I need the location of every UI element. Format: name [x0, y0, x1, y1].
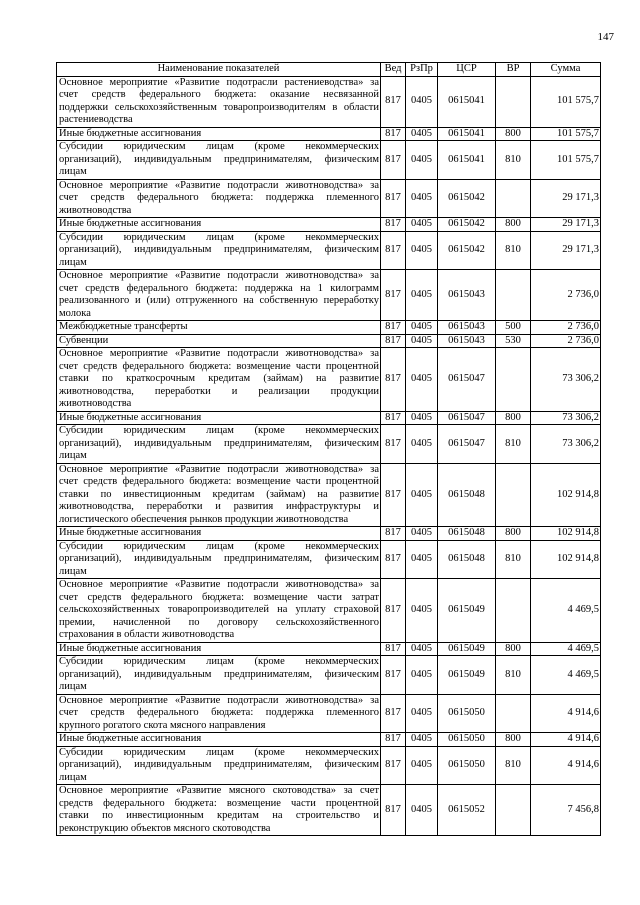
indicator-name-line: животноводства	[59, 398, 132, 409]
table-row	[57, 694, 601, 733]
indicator-name-line: организаций), индивидуальным предпринимателям, физическим	[59, 437, 379, 449]
expense-type-cell	[496, 579, 531, 643]
expense-type-cell	[496, 179, 531, 218]
amount-cell: 2 736,0	[531, 321, 601, 335]
indicator-name-line: счет средств федерального бюджета: поддержка племенного	[59, 707, 379, 718]
table-row	[57, 463, 601, 527]
indicator-name-cell	[57, 785, 381, 836]
table-row	[57, 76, 601, 127]
indicator-name-cell	[57, 540, 381, 579]
indicator-name-line: Иные бюджетные ассигнования	[59, 527, 202, 538]
target-article-cell: 0615047	[438, 411, 496, 425]
expense-type-cell: 810	[496, 141, 531, 180]
budget-table	[56, 62, 601, 836]
indicator-name-cell	[57, 746, 381, 785]
ved-code-cell: 817	[381, 642, 406, 656]
table-row	[57, 425, 601, 464]
ved-code-cell: 817	[381, 179, 406, 218]
table-row	[57, 527, 601, 541]
section-code-cell: 0405	[406, 656, 438, 695]
indicator-name-line: животноводства, переработки и реализации продукции	[59, 385, 379, 397]
target-article-cell: 0615048	[438, 540, 496, 579]
ved-code-cell: 817	[381, 141, 406, 180]
ved-code-cell: 817	[381, 270, 406, 321]
indicator-name-cell	[57, 425, 381, 464]
ved-code-cell: 817	[381, 656, 406, 695]
expense-type-cell	[496, 785, 531, 836]
indicator-name-line: сельскохозяйственных товаропроизводителей на уплату страховой	[59, 604, 379, 615]
indicator-name-line: лицам	[59, 166, 87, 177]
section-code-cell: 0405	[406, 231, 438, 270]
header-sum: Сумма	[531, 63, 601, 77]
indicator-name-line: Основное мероприятие «Развитие подотрасли животноводства» за	[59, 579, 379, 590]
ved-code-cell: 817	[381, 411, 406, 425]
amount-cell: 102 914,8	[531, 540, 601, 579]
indicator-name-line: премии, начисленной по договору сельскохозяйственного	[59, 616, 379, 628]
indicator-name-line: молока	[59, 307, 91, 319]
amount-cell: 102 914,8	[531, 463, 601, 527]
expense-type-cell	[496, 76, 531, 127]
indicator-name-line: животноводства	[59, 204, 132, 216]
indicator-name-line: Субсидии юридическим лицам (кроме некоммерческих	[59, 141, 379, 152]
target-article-cell: 0615041	[438, 76, 496, 127]
header-indicator-name: Наименование показателей	[57, 63, 381, 77]
target-article-cell: 0615043	[438, 270, 496, 321]
indicator-name-cell	[57, 656, 381, 695]
indicator-name-line: счет средств федерального бюджета: оказание несвязанной	[59, 89, 379, 100]
indicator-name-cell	[57, 321, 381, 335]
indicator-name-cell	[57, 179, 381, 218]
indicator-name-cell	[57, 579, 381, 643]
target-article-cell: 0615042	[438, 218, 496, 232]
indicator-name-line: Межбюджетные трансферты	[59, 321, 188, 332]
indicator-name-cell	[57, 463, 381, 527]
table-row	[57, 642, 601, 656]
target-article-cell: 0615042	[438, 179, 496, 218]
indicator-name-line: ставки по инвестиционным кредитам (займам) на развитие	[59, 488, 379, 500]
ved-code-cell: 817	[381, 785, 406, 836]
section-code-cell: 0405	[406, 527, 438, 541]
target-article-cell: 0615047	[438, 348, 496, 412]
indicator-name-line: Субсидии юридическим лицам (кроме некоммерческих	[59, 746, 379, 758]
indicator-name-cell	[57, 76, 381, 127]
indicator-name-cell	[57, 231, 381, 270]
amount-cell: 73 306,2	[531, 348, 601, 412]
expense-type-cell: 810	[496, 425, 531, 464]
indicator-name-line: Субсидии юридическим лицам (кроме некоммерческих	[59, 425, 379, 436]
target-article-cell: 0615043	[438, 321, 496, 335]
indicator-name-line: Основное мероприятие «Развитие подотрасли животноводства» за	[59, 348, 379, 359]
expense-type-cell	[496, 694, 531, 733]
amount-cell: 4 914,6	[531, 694, 601, 733]
amount-cell: 4 914,6	[531, 746, 601, 785]
target-article-cell: 0615049	[438, 642, 496, 656]
indicator-name-cell	[57, 127, 381, 141]
amount-cell: 4 469,5	[531, 642, 601, 656]
indicator-name-line: Иные бюджетные ассигнования	[59, 733, 202, 744]
expense-type-cell: 800	[496, 527, 531, 541]
indicator-name-line: реконструкцию объектов мясного скотоводства	[59, 822, 271, 834]
amount-cell: 101 575,7	[531, 76, 601, 127]
section-code-cell: 0405	[406, 141, 438, 180]
indicator-name-line: лицам	[59, 681, 87, 692]
section-code-cell: 0405	[406, 411, 438, 425]
section-code-cell: 0405	[406, 425, 438, 464]
expense-type-cell: 810	[496, 231, 531, 270]
table-row	[57, 334, 601, 348]
target-article-cell: 0615041	[438, 127, 496, 141]
section-code-cell: 0405	[406, 579, 438, 643]
amount-cell: 4 469,5	[531, 579, 601, 643]
indicator-name-cell	[57, 218, 381, 232]
indicator-name-line: счет средств федерального бюджета: возмещение части процентной	[59, 476, 379, 487]
amount-cell: 4 914,6	[531, 733, 601, 747]
indicator-name-line: Иные бюджетные ассигнования	[59, 642, 202, 654]
indicator-name-cell	[57, 334, 381, 348]
section-code-cell: 0405	[406, 76, 438, 127]
indicator-name-line: организаций), индивидуальным предпринимателям, физическим	[59, 759, 379, 770]
amount-cell: 7 456,8	[531, 785, 601, 836]
ved-code-cell: 817	[381, 694, 406, 733]
table-row	[57, 141, 601, 180]
page-number: 147	[597, 31, 614, 43]
header-csr: ЦСР	[438, 63, 496, 77]
indicator-name-line: лицам	[59, 771, 87, 783]
target-article-cell: 0615050	[438, 733, 496, 747]
ved-code-cell: 817	[381, 527, 406, 541]
section-code-cell: 0405	[406, 785, 438, 836]
indicator-name-cell	[57, 141, 381, 180]
amount-cell: 2 736,0	[531, 334, 601, 348]
expense-type-cell: 500	[496, 321, 531, 335]
indicator-name-line: Основное мероприятие «Развитие подотрасли животноводства» за	[59, 179, 379, 191]
indicator-name-line: организаций), индивидуальным предпринимателям, физическим	[59, 244, 379, 255]
ved-code-cell: 817	[381, 733, 406, 747]
indicator-name-cell	[57, 411, 381, 425]
table-row	[57, 540, 601, 579]
target-article-cell: 0615049	[438, 656, 496, 695]
table-row	[57, 179, 601, 218]
target-article-cell: 0615043	[438, 334, 496, 348]
target-article-cell: 0615048	[438, 527, 496, 541]
indicator-name-cell	[57, 270, 381, 321]
ved-code-cell: 817	[381, 540, 406, 579]
ved-code-cell: 817	[381, 348, 406, 412]
indicator-name-cell	[57, 694, 381, 733]
target-article-cell: 0615050	[438, 746, 496, 785]
indicator-name-cell	[57, 348, 381, 412]
indicator-name-line: крупного рогатого скота мясного направления	[59, 719, 266, 731]
amount-cell: 2 736,0	[531, 270, 601, 321]
section-code-cell: 0405	[406, 733, 438, 747]
amount-cell: 101 575,7	[531, 127, 601, 141]
indicator-name-line: лицам	[59, 256, 87, 268]
section-code-cell: 0405	[406, 127, 438, 141]
expense-type-cell: 800	[496, 127, 531, 141]
amount-cell: 4 469,5	[531, 656, 601, 695]
target-article-cell: 0615041	[438, 141, 496, 180]
table-row	[57, 746, 601, 785]
indicator-name-line: Субвенции	[59, 334, 109, 346]
indicator-name-line: Основное мероприятие «Развитие подотрасли животноводства» за	[59, 694, 379, 706]
table-row	[57, 656, 601, 695]
indicator-name-line: поддержки сельскохозяйственным товаропроизводителям в области	[59, 101, 379, 113]
table-body	[57, 76, 601, 836]
amount-cell: 29 171,3	[531, 231, 601, 270]
section-code-cell: 0405	[406, 746, 438, 785]
target-article-cell: 0615052	[438, 785, 496, 836]
indicator-name-cell	[57, 642, 381, 656]
indicator-name-line: Субсидии юридическим лицам (кроме некоммерческих	[59, 656, 379, 667]
expense-type-cell: 810	[496, 540, 531, 579]
table-row	[57, 579, 601, 643]
expense-type-cell: 810	[496, 656, 531, 695]
expense-type-cell: 530	[496, 334, 531, 348]
section-code-cell: 0405	[406, 694, 438, 733]
amount-cell: 101 575,7	[531, 141, 601, 180]
section-code-cell: 0405	[406, 270, 438, 321]
table-row	[57, 218, 601, 232]
table-row	[57, 733, 601, 747]
table-row	[57, 785, 601, 836]
table-row	[57, 127, 601, 141]
indicator-name-line: ставки по краткосрочным кредитам (займам) на развитие	[59, 373, 379, 384]
target-article-cell: 0615049	[438, 579, 496, 643]
indicator-name-line: ставки по инвестиционным кредитам на строительство и	[59, 810, 379, 821]
ved-code-cell: 817	[381, 579, 406, 643]
header-ved: Вед	[381, 63, 406, 77]
section-code-cell: 0405	[406, 179, 438, 218]
ved-code-cell: 817	[381, 231, 406, 270]
ved-code-cell: 817	[381, 425, 406, 464]
indicator-name-cell	[57, 733, 381, 747]
indicator-name-line: счет средств федерального бюджета: возмещение части процентной	[59, 360, 379, 372]
indicator-name-line: логистического обеспечения рынков продукции животноводства	[59, 513, 349, 525]
target-article-cell: 0615042	[438, 231, 496, 270]
table-row	[57, 231, 601, 270]
indicator-name-line: организаций), индивидуальным предпринимателям, физическим	[59, 153, 379, 165]
section-code-cell: 0405	[406, 642, 438, 656]
amount-cell: 73 306,2	[531, 411, 601, 425]
indicator-name-line: реализованного и (или) отгруженного на собственную переработку	[59, 295, 379, 306]
indicator-name-line: лицам	[59, 450, 87, 461]
indicator-name-line: Иные бюджетные ассигнования	[59, 411, 202, 423]
indicator-name-line: средств федерального бюджета: возмещение части процентной	[59, 797, 379, 809]
ved-code-cell: 817	[381, 746, 406, 785]
table-row	[57, 411, 601, 425]
ved-code-cell: 817	[381, 321, 406, 335]
ved-code-cell: 817	[381, 334, 406, 348]
expense-type-cell: 800	[496, 218, 531, 232]
indicator-name-line: счет средств федерального бюджета: поддержка племенного	[59, 192, 379, 203]
indicator-name-cell	[57, 527, 381, 541]
amount-cell: 29 171,3	[531, 179, 601, 218]
indicator-name-line: Субсидии юридическим лицам (кроме некоммерческих	[59, 231, 379, 243]
table-row	[57, 348, 601, 412]
header-vr: ВР	[496, 63, 531, 77]
indicator-name-line: страхования в области животноводства	[59, 629, 235, 640]
table-row	[57, 270, 601, 321]
expense-type-cell: 800	[496, 642, 531, 656]
ved-code-cell: 817	[381, 463, 406, 527]
target-article-cell: 0615048	[438, 463, 496, 527]
expense-type-cell: 800	[496, 733, 531, 747]
indicator-name-line: Иные бюджетные ассигнования	[59, 218, 202, 229]
header-rzpr: РзПр	[406, 63, 438, 77]
indicator-name-line: лицам	[59, 565, 87, 577]
indicator-name-line: счет средств федерального бюджета: поддержка на 1 килограмм	[59, 282, 379, 294]
expense-type-cell: 810	[496, 746, 531, 785]
indicator-name-line: организаций), индивидуальным предпринимателям, физическим	[59, 668, 379, 680]
ved-code-cell: 817	[381, 218, 406, 232]
section-code-cell: 0405	[406, 540, 438, 579]
expense-type-cell: 800	[496, 411, 531, 425]
amount-cell: 102 914,8	[531, 527, 601, 541]
amount-cell: 29 171,3	[531, 218, 601, 232]
indicator-name-line: растениеводства	[59, 114, 133, 125]
section-code-cell: 0405	[406, 348, 438, 412]
indicator-name-line: Основное мероприятие «Развитие подотрасли растениеводства» за	[59, 76, 379, 88]
indicator-name-line: Основное мероприятие «Развитие подотрасли животноводства» за	[59, 270, 379, 281]
indicator-name-line: счет средств федерального бюджета: возмещение части затрат	[59, 591, 379, 603]
section-code-cell: 0405	[406, 218, 438, 232]
indicator-name-line: животноводства, переработки и развития инфраструктуры и	[59, 501, 379, 512]
expense-type-cell	[496, 270, 531, 321]
table-header-row	[57, 63, 601, 77]
ved-code-cell: 817	[381, 76, 406, 127]
indicator-name-line: организаций), индивидуальным предпринимателям, физическим	[59, 553, 379, 564]
ved-code-cell: 817	[381, 127, 406, 141]
section-code-cell: 0405	[406, 463, 438, 527]
table-row	[57, 321, 601, 335]
indicator-name-line: Основное мероприятие «Развитие мясного скотоводства» за счет	[59, 785, 379, 796]
amount-cell: 73 306,2	[531, 425, 601, 464]
expense-type-cell	[496, 463, 531, 527]
target-article-cell: 0615047	[438, 425, 496, 464]
indicator-name-line: Основное мероприятие «Развитие подотрасли животноводства» за	[59, 463, 379, 475]
section-code-cell: 0405	[406, 334, 438, 348]
section-code-cell: 0405	[406, 321, 438, 335]
indicator-name-line: Иные бюджетные ассигнования	[59, 127, 202, 139]
expense-type-cell	[496, 348, 531, 412]
indicator-name-line: Субсидии юридическим лицам (кроме некоммерческих	[59, 540, 379, 552]
target-article-cell: 0615050	[438, 694, 496, 733]
